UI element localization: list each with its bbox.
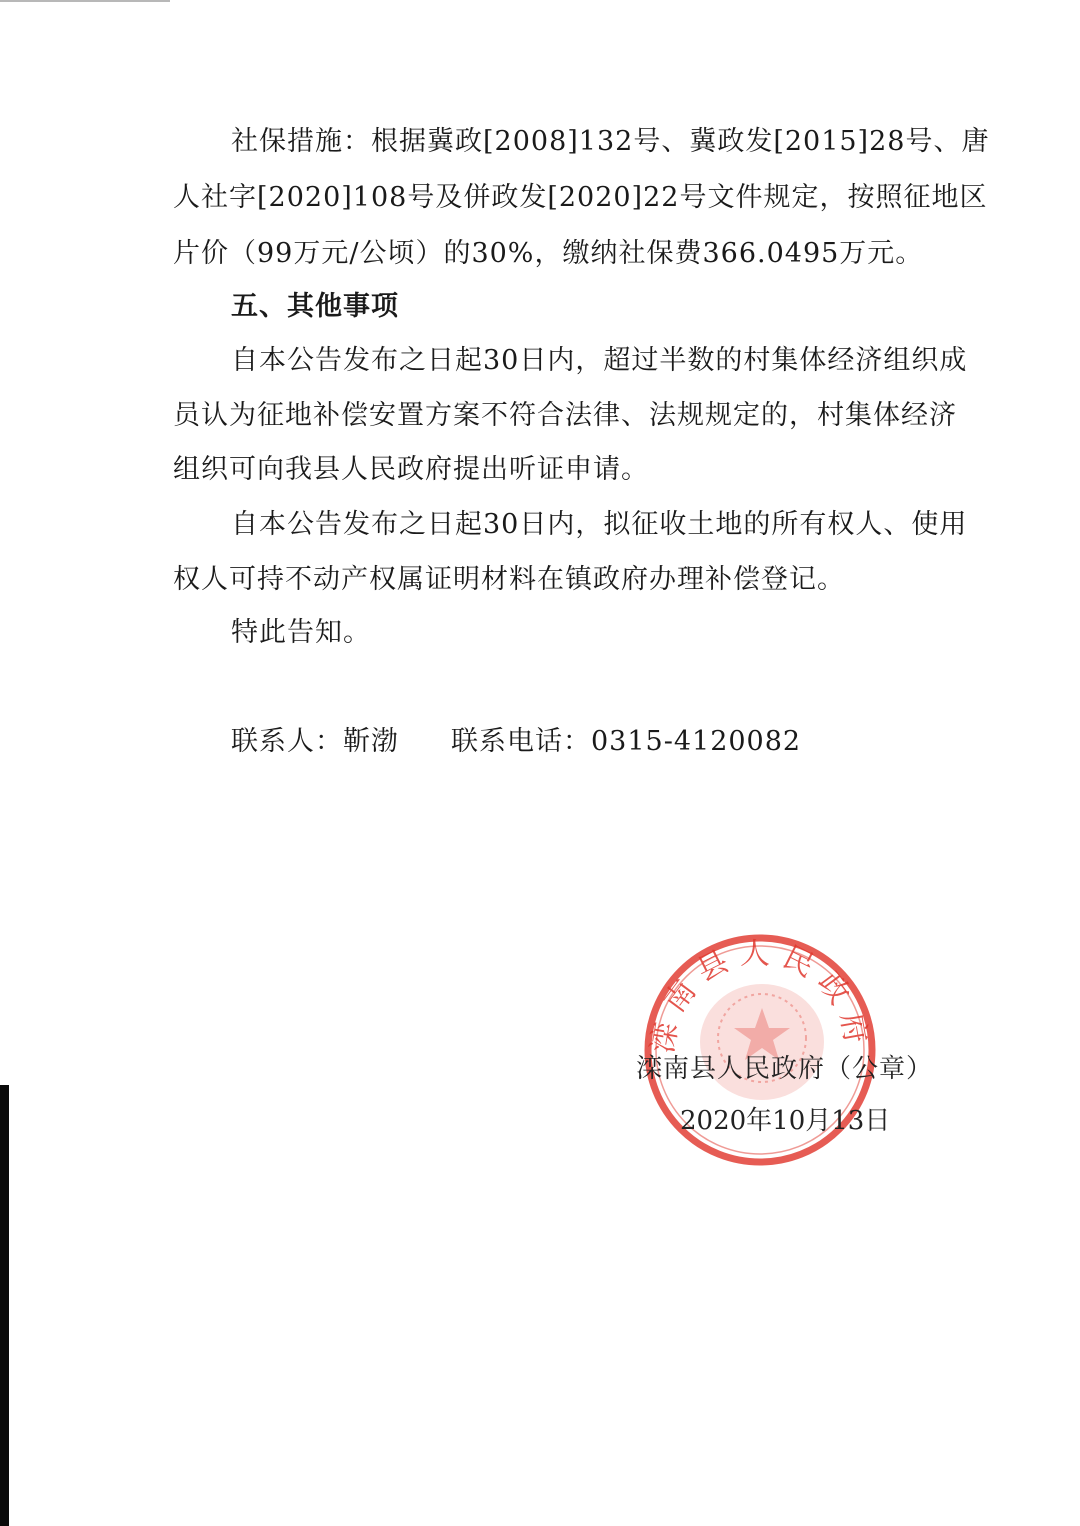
hearing-line-2: 员认为征地补偿安置方案不符合法律、法规规定的，村集体经济	[173, 400, 957, 431]
registration-line-1: 自本公告发布之日起30日内，拟征收土地的所有权人、使用	[231, 509, 968, 540]
seal-ring-text: 滦南县人民政府	[645, 936, 875, 1056]
issue-date: 2020年10月13日	[680, 1106, 891, 1136]
closing-text: 特此告知。	[231, 617, 371, 648]
section-five-heading: 五、其他事项	[231, 291, 399, 322]
scan-left-edge	[0, 1085, 9, 1526]
registration-line-2: 权人可持不动产权属证明材料在镇政府办理补偿登记。	[173, 564, 845, 595]
social-security-line-2: 人社字[2020]108号及併政发[2020]22号文件规定，按照征地区	[173, 182, 988, 213]
contact-phone: 联系电话：0315-4120082	[451, 726, 802, 757]
contact-person: 联系人：靳渤	[231, 726, 399, 757]
issuer-signature: 滦南县人民政府（公章）	[636, 1054, 934, 1084]
hearing-line-1: 自本公告发布之日起30日内，超过半数的村集体经济组织成	[231, 345, 968, 376]
hearing-line-3: 组织可向我县人民政府提出听证申请。	[173, 454, 649, 485]
social-security-line-1: 社保措施：根据冀政[2008]132号、冀政发[2015]28号、唐	[231, 126, 990, 157]
social-security-line-3: 片价（99万元/公顷）的30%，缴纳社保费366.0495万元。	[173, 238, 924, 269]
scan-top-rule	[0, 0, 170, 2]
